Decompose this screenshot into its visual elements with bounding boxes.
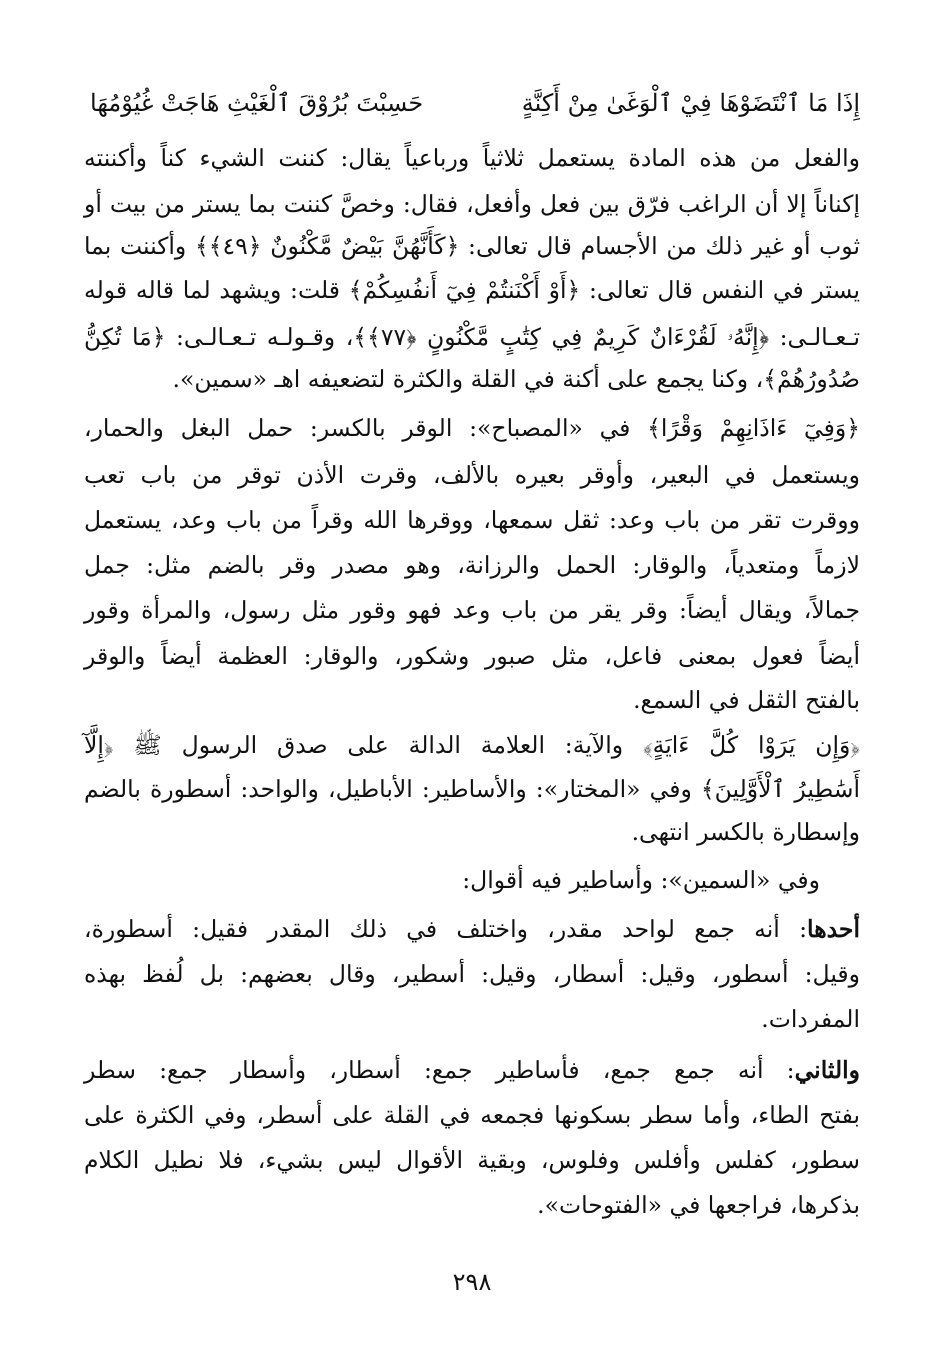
text-line: أيضاً فعول بمعنى فاعل، مثل صبور وشكور، والوقار: العظمة أيضاً والوقر [84, 642, 860, 670]
text-line: يستر في النفس قال تعالى: ﴿أَوْ أَكْنَنتُمْ فِيٓ أَنفُسِكُمْ﴾ قلت: ويشهد لما قاله قوله [84, 276, 860, 304]
page-number: ٢٩٨ [452, 1268, 492, 1296]
text-line: وقيل: أسطور، وقيل: أسطار، وقيل: أسطير، وقال بعضهم: بل لُفظ بهذه [84, 960, 860, 988]
text-line: وفي «السمين»: وأساطير فيه أقوال: [462, 866, 820, 894]
text-line: تـعـالـى: ﴿إِنَّهُۥ لَقُرْءَانٌ كَرِيمٌ فِي كِتَٰبٍ مَّكْنُونٍ ﴿٧٧﴾﴾، وقـولـه تـعـالـى: ﴿مَا تُكِنُّ [84, 323, 860, 351]
text-line: وإسطارة بالكسر انتهى. [631, 818, 860, 846]
text-line: ﴿وَإِن يَرَوْا كُلَّ ءَايَةٍ﴾ والآية: العلامة الدالة على صدق الرسول ﷺ ﴿إِلَّآ [84, 731, 860, 759]
text-line-rest: : أنه جمع لواحد مقدر، واختلف في ذلك المقدر فقيل: أسطورة، [84, 915, 808, 943]
text-line: والفعل من هذه المادة يستعمل ثلاثياً ورباعياً يقال: كننت الشيء كناً وأكننته [84, 144, 860, 172]
term-first: أحدها [807, 915, 860, 943]
text-line: ﴿وَفِيٓ ءَاذَانِهِمْ وَقْرًا﴾ في «المصباح»: الوقر بالكسر: حمل البغل والحمار، [84, 414, 860, 442]
text-line: ثوب أو غير ذلك من الأجسام قال تعالى: ﴿كَأَنَّهُنَّ بَيْضٌ مَّكْنُونٌ ﴿٤٩﴾﴾ وأكننت بما [84, 232, 860, 260]
text-line: صُدُورُهُمْ﴾، وكنا يجمع على أكنة في القلة والكثرة لتضعيفه اهـ «سمين». [172, 365, 860, 393]
text-line [84, 914, 860, 944]
text-line: جمالاً، ويقال أيضاً: وقر يقر من باب وعد فهو وقور مثل رسول، والمرأة وقور [84, 596, 860, 624]
text-line: أَسَٰطِيرُ ٱلْأَوَّلِينَ﴾ وفي «المختار»: والأساطير: الأباطيل، والواحد: أسطورة بالضم [84, 775, 860, 803]
term-second: والثاني [794, 1056, 860, 1084]
text-line: بذكرها، فراجعها في «الفتوحات». [537, 1191, 860, 1219]
poem-hemistich-right: إِذَا مَا ٱنْتَضَوْهَا فِيْ ٱلْوَغَىٰ مِنْ أَكِنَّةٍ [521, 89, 860, 117]
text-line: ويستعمل في البعير، وأوقر بعيره بالألف، وقرت الأذن توقر من باب تعب [84, 461, 860, 489]
text-line: بالفتح الثقل في السمع. [633, 686, 860, 714]
text-line: المفردات. [761, 1005, 860, 1033]
poem-hemistich-left: حَسِبْتَ بُرُوْقَ ٱلْغَيْثِ هَاجَتْ غُيُوْمُهَا [90, 89, 424, 117]
text-line: بفتح الطاء، وأما سطر بسكونها فجمعه في القلة على أسطر، وفي الكثرة على [84, 1101, 860, 1129]
text-line-rest: : أنه جمع جمع، فأساطير جمع: أسطار، وأسطار جمع: سطر [84, 1056, 795, 1084]
text-line: لازماً ومتعدياً، والوقار: الحمل والرزانة، وهو مصدر وقر بالضم مثل: جمل [84, 551, 860, 579]
text-line: سطور، كفلس وأفلس وفلوس، وبقية الأقوال ليس بشيء، فلا نطيل الكلام [84, 1146, 860, 1174]
text-line: إكناناً إلا أن الراغب فرّق بين فعل وأفعل، فقال: وخصَّ كننت بما يستر من بيت أو [84, 190, 860, 218]
text-line [84, 1055, 860, 1085]
text-line: ووقرت تقر من باب وعد: ثقل سمعها، ووقرها الله وقراً من باب وعد، يستعمل [84, 506, 860, 534]
